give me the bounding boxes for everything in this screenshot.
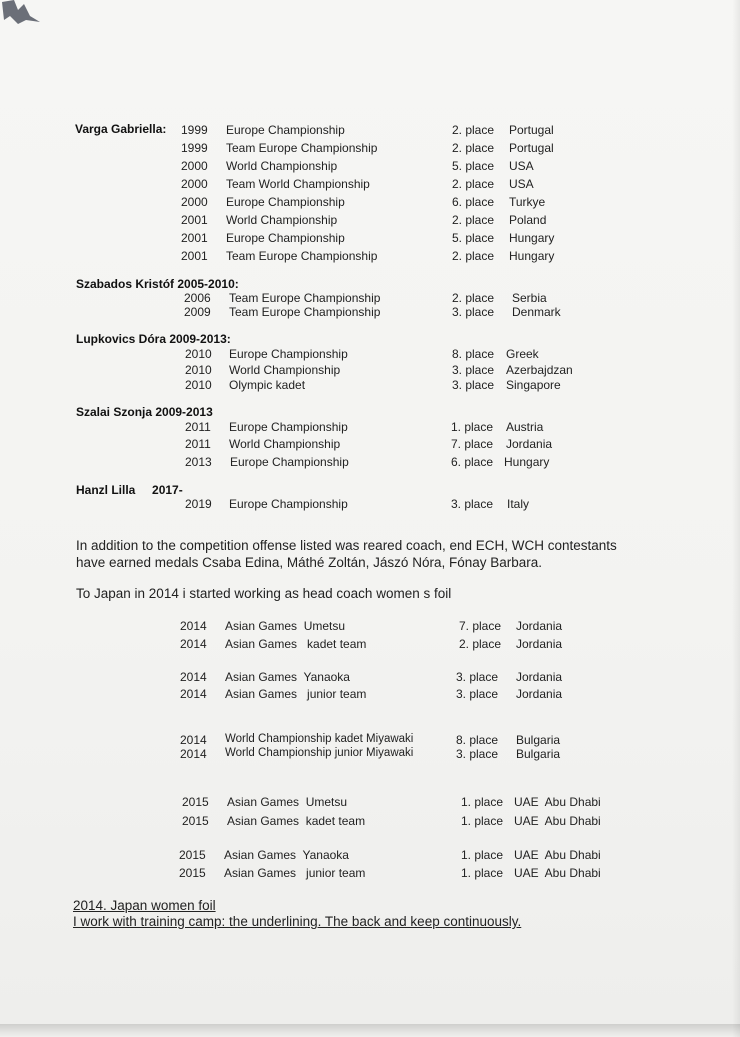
result-year: 2013 bbox=[185, 455, 212, 469]
japan-result-place: 3. place bbox=[456, 747, 499, 761]
athlete-name: Lupkovics Dóra 2009-2013: bbox=[76, 332, 231, 346]
result-year: 2000 bbox=[181, 177, 208, 191]
result-place: 6. place bbox=[451, 455, 494, 469]
japan-result-event: Asian Games Umetsu bbox=[227, 795, 348, 809]
japan-result-location: Bulgaria bbox=[516, 747, 561, 761]
japan-result-event: Asian Games kadet team bbox=[227, 814, 366, 828]
japan-result-place: 1. place bbox=[461, 866, 504, 880]
result-year: 2000 bbox=[181, 195, 208, 209]
result-event: Europe Championship bbox=[229, 420, 348, 434]
japan-result-year: 2015 bbox=[182, 795, 209, 809]
result-event: Team World Championship bbox=[226, 177, 370, 191]
japan-result-year: 2014 bbox=[180, 619, 207, 633]
result-event: Europe Championship bbox=[229, 497, 348, 511]
japan-result-place: 8. place bbox=[456, 733, 499, 747]
japan-result-location: UAE Abu Dhabi bbox=[514, 866, 601, 880]
japan-result-location: Jordania bbox=[516, 687, 563, 701]
result-year: 2011 bbox=[185, 437, 211, 451]
result-place: 2. place bbox=[452, 177, 495, 191]
coaching-note-paragraph: In addition to the competition offense listed was reared coach, end ECH, WCH contestants have earned medals Csaba Edina, Máthé Zoltán, Jászó Nóra, Fónay Barbara. bbox=[76, 538, 617, 570]
result-event: Europe Championship bbox=[230, 455, 349, 469]
result-location: Denmark bbox=[512, 305, 561, 319]
result-event: Europe Championship bbox=[229, 347, 348, 361]
result-event: Europe Championship bbox=[226, 231, 345, 245]
japan-result-place: 3. place bbox=[456, 670, 499, 684]
result-year: 2001 bbox=[181, 213, 208, 227]
result-place: 8. place bbox=[452, 347, 495, 361]
athlete-name: Szalai Szonja 2009-2013 bbox=[76, 405, 213, 419]
japan-result-place: 1. place bbox=[461, 795, 504, 809]
torn-corner-mark bbox=[0, 0, 48, 30]
japan-result-year: 2014 bbox=[180, 687, 207, 701]
result-event: World Championship bbox=[229, 363, 341, 377]
japan-result-place: 1. place bbox=[461, 814, 504, 828]
result-event: Team Europe Championship bbox=[226, 249, 378, 263]
athlete-name: Varga Gabriella: bbox=[75, 122, 167, 136]
result-year: 2006 bbox=[184, 291, 211, 305]
result-event: Europe Championship bbox=[226, 123, 345, 137]
result-year: 2010 bbox=[185, 347, 212, 361]
athlete-name: Szabados Kristóf 2005-2010: bbox=[76, 277, 239, 291]
result-place: 3. place bbox=[452, 378, 495, 392]
result-place: 6. place bbox=[452, 195, 495, 209]
result-location: Hungary bbox=[504, 455, 550, 469]
result-place: 7. place bbox=[451, 437, 494, 451]
result-location: USA bbox=[509, 159, 534, 173]
japan-result-year: 2015 bbox=[182, 814, 209, 828]
result-location: Hungary bbox=[509, 249, 555, 263]
result-location: Singapore bbox=[506, 378, 561, 392]
japan-result-event: Asian Games Yanaoka bbox=[225, 670, 350, 684]
japan-result-year: 2015 bbox=[179, 848, 206, 862]
page-bottom-edge bbox=[0, 1024, 740, 1037]
result-year: 2001 bbox=[181, 231, 208, 245]
result-event: Team Europe Championship bbox=[229, 291, 381, 305]
result-event: World Championship bbox=[226, 213, 338, 227]
japan-result-year: 2014 bbox=[180, 733, 207, 747]
japan-result-location: UAE Abu Dhabi bbox=[514, 795, 601, 809]
result-place: 3. place bbox=[451, 497, 494, 511]
result-place: 2. place bbox=[452, 213, 495, 227]
result-place: 5. place bbox=[452, 159, 495, 173]
result-year: 2009 bbox=[184, 305, 211, 319]
result-location: Turkye bbox=[509, 195, 546, 209]
result-location: Hungary bbox=[509, 231, 555, 245]
result-location: Portugal bbox=[509, 123, 554, 137]
result-location: Austria bbox=[506, 420, 544, 434]
result-event: Europe Championship bbox=[226, 195, 345, 209]
result-place: 2. place bbox=[452, 123, 495, 137]
japan-result-event: Asian Games junior team bbox=[225, 687, 367, 701]
result-year: 1999 bbox=[181, 141, 208, 155]
japan-result-location: Jordania bbox=[516, 619, 563, 633]
page-right-shadow bbox=[732, 0, 740, 1037]
japan-result-location: Jordania bbox=[516, 637, 563, 651]
result-location: Greek bbox=[506, 347, 539, 361]
result-place: 2. place bbox=[452, 141, 495, 155]
result-year: 2011 bbox=[185, 420, 211, 434]
result-location: Jordania bbox=[506, 437, 553, 451]
result-year: 2010 bbox=[185, 378, 212, 392]
japan-result-year: 2014 bbox=[180, 747, 207, 761]
result-year: 2000 bbox=[181, 159, 208, 173]
result-location: USA bbox=[509, 177, 534, 191]
japan-result-event: World Championship kadet Miyawaki bbox=[225, 733, 414, 745]
result-location: Italy bbox=[507, 497, 530, 511]
japan-result-location: UAE Abu Dhabi bbox=[514, 848, 601, 862]
japan-result-year: 2014 bbox=[180, 670, 207, 684]
japan-result-place: 1. place bbox=[461, 848, 504, 862]
result-event: Team Europe Championship bbox=[229, 305, 381, 319]
japan-result-event: World Championship junior Miyawaki bbox=[225, 747, 414, 759]
japan-result-location: Jordania bbox=[516, 670, 563, 684]
japan-result-place: 7. place bbox=[459, 619, 502, 633]
result-event: Team Europe Championship bbox=[226, 141, 378, 155]
result-location: Serbia bbox=[512, 291, 547, 305]
japan-result-event: Asian Games junior team bbox=[224, 866, 366, 880]
result-year: 2001 bbox=[181, 249, 208, 263]
japan-result-place: 3. place bbox=[456, 687, 499, 701]
result-place: 2. place bbox=[452, 291, 495, 305]
japan-result-year: 2015 bbox=[179, 866, 206, 880]
athlete-name: Hanzl Lilla 2017- bbox=[76, 483, 183, 497]
result-place: 3. place bbox=[452, 363, 495, 377]
result-year: 2019 bbox=[185, 497, 212, 511]
result-place: 1. place bbox=[451, 420, 494, 434]
result-location: Poland bbox=[509, 213, 547, 227]
result-event: World Championship bbox=[229, 437, 341, 451]
result-event: Olympic kadet bbox=[229, 378, 306, 392]
result-place: 5. place bbox=[452, 231, 495, 245]
result-location: Azerbajdzan bbox=[506, 363, 573, 377]
result-place: 3. place bbox=[452, 305, 495, 319]
japan-result-event: Asian Games kadet team bbox=[225, 637, 367, 651]
japan-result-event: Asian Games Yanaoka bbox=[224, 848, 349, 862]
result-event: World Championship bbox=[226, 159, 338, 173]
japan-intro-paragraph: To Japan in 2014 i started working as head coach women s foil bbox=[76, 586, 452, 601]
japan-result-location: Bulgaria bbox=[516, 733, 561, 747]
result-location: Portugal bbox=[509, 141, 554, 155]
footer-note: I work with training camp: the underlining. The back and keep continuously. bbox=[73, 914, 522, 929]
japan-result-year: 2014 bbox=[180, 637, 207, 651]
footer-heading: 2014. Japan women foil bbox=[73, 898, 216, 913]
japan-result-event: Asian Games Umetsu bbox=[225, 619, 346, 633]
japan-result-location: UAE Abu Dhabi bbox=[514, 814, 601, 828]
japan-result-place: 2. place bbox=[459, 637, 502, 651]
result-place: 2. place bbox=[452, 249, 495, 263]
result-year: 1999 bbox=[181, 123, 208, 137]
result-year: 2010 bbox=[185, 363, 212, 377]
